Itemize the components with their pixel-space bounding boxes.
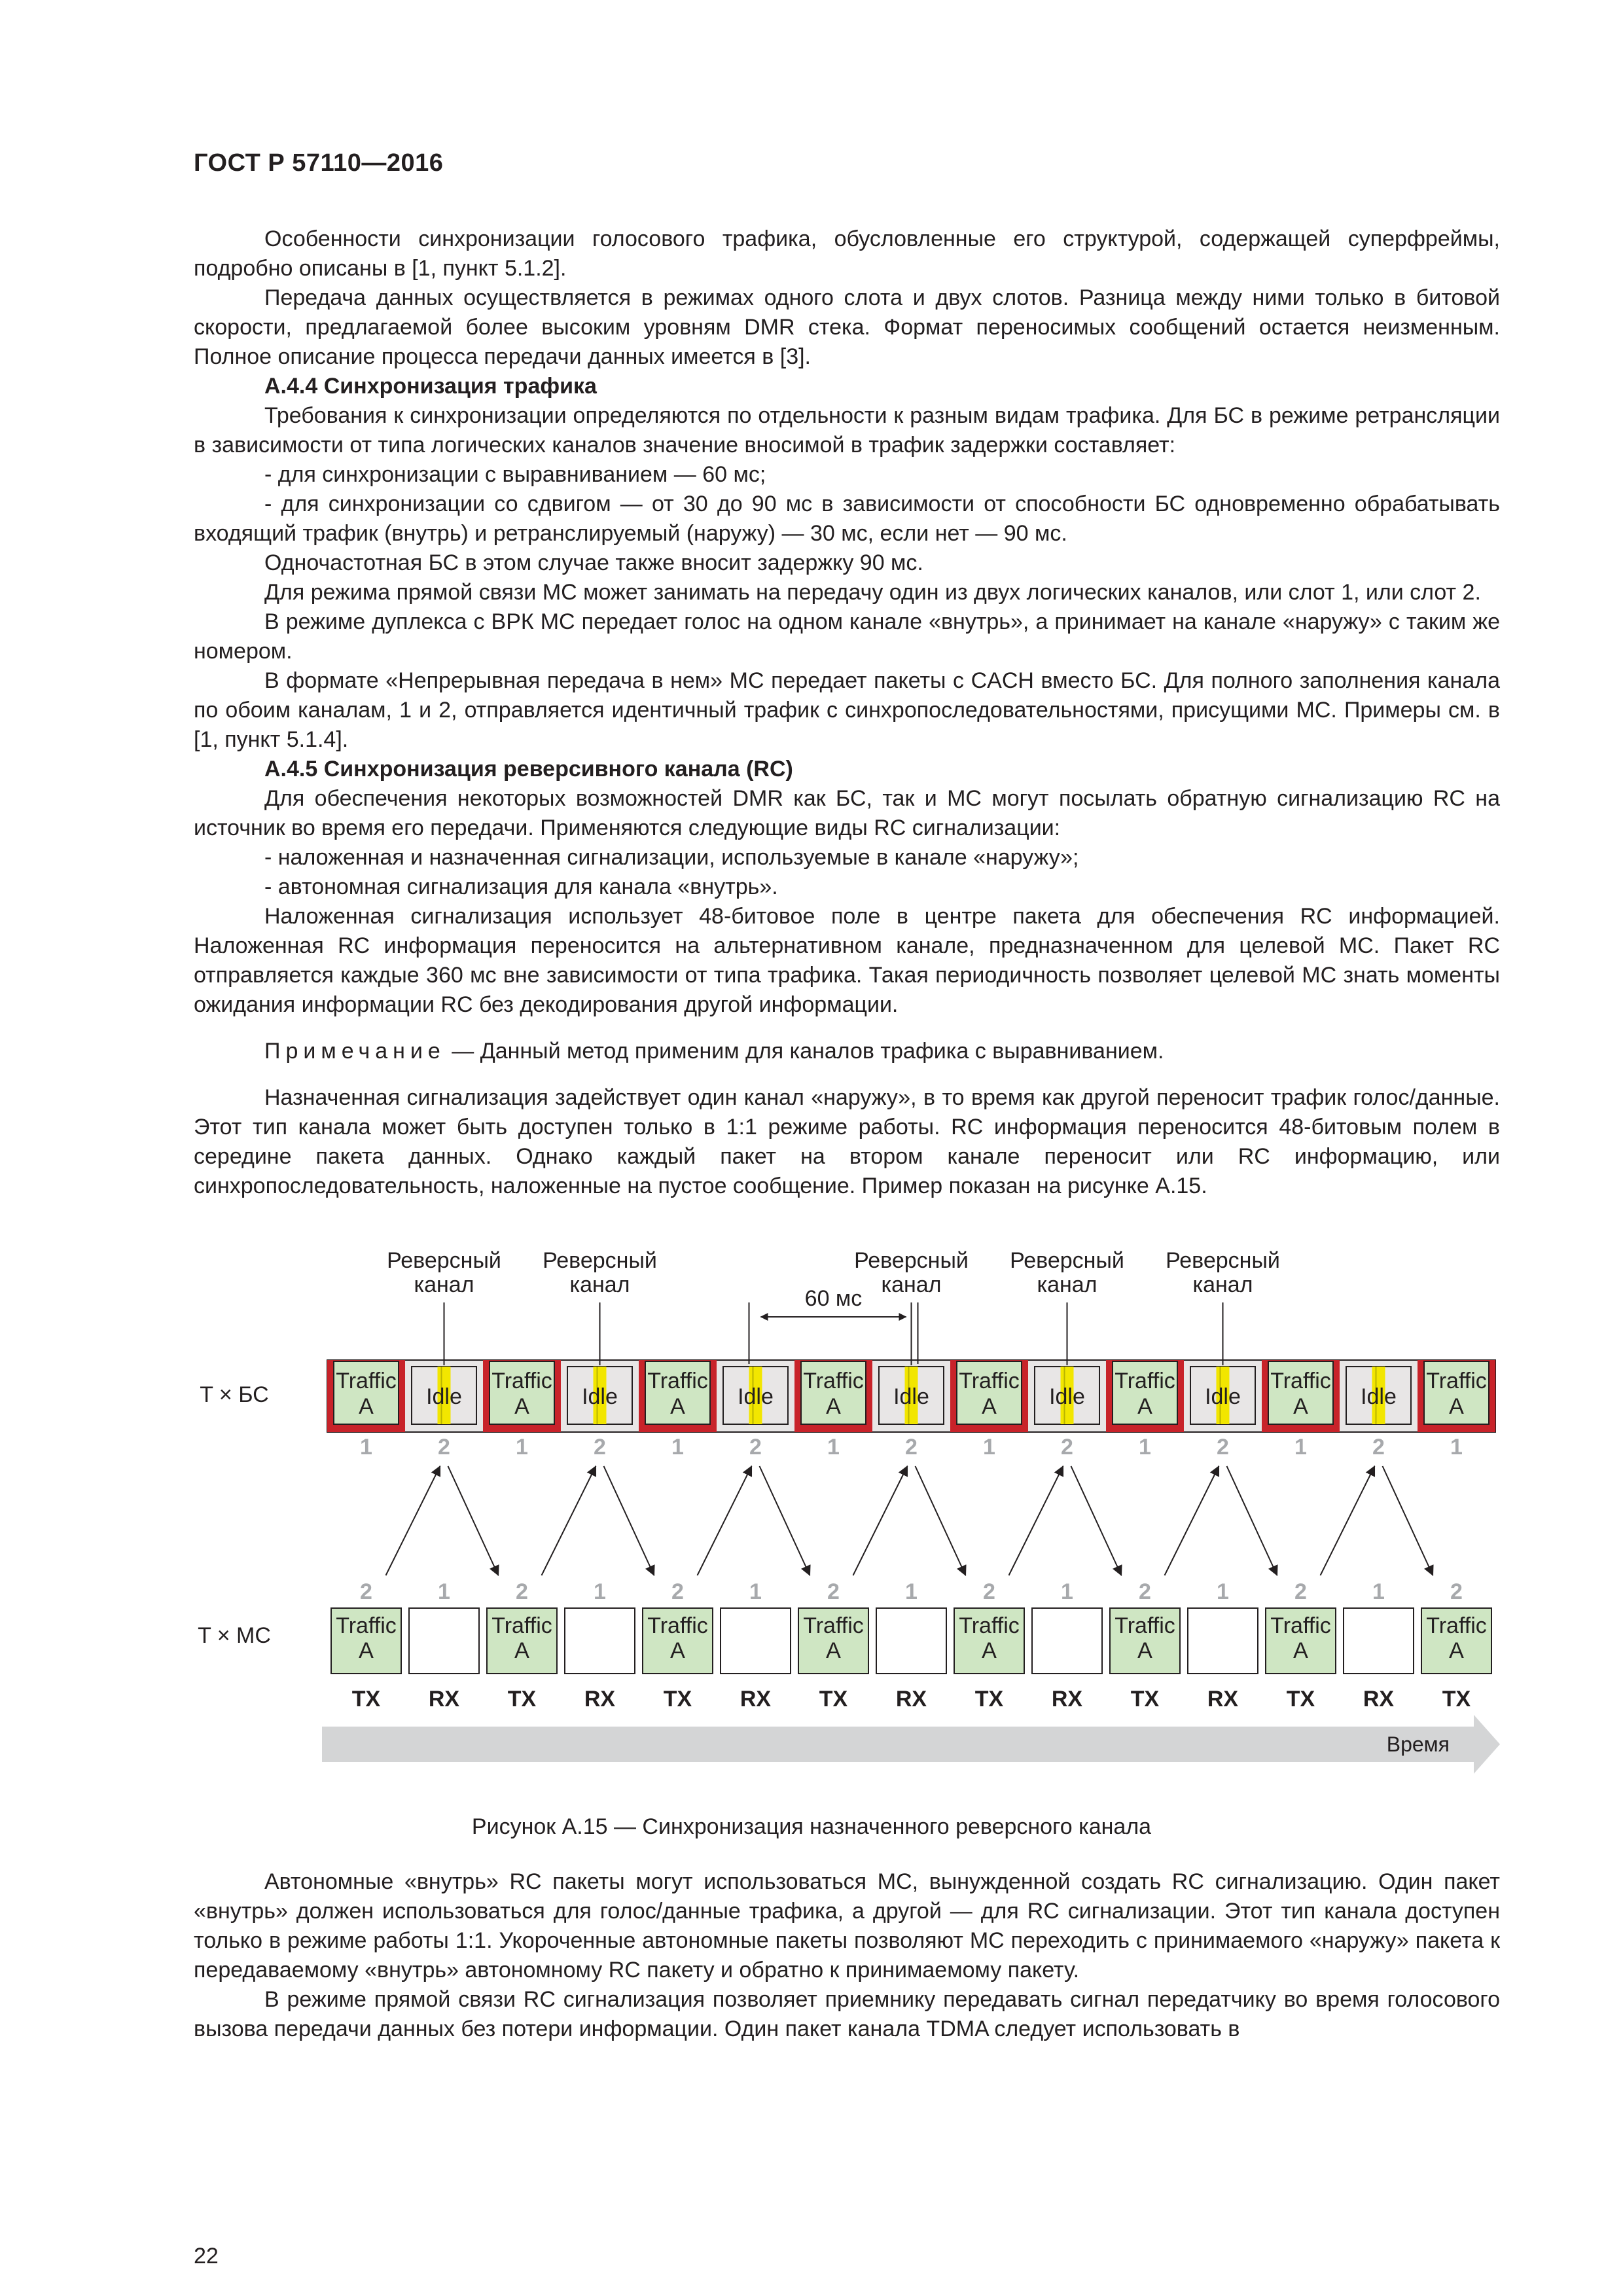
paragraph: Наложенная сигнализация использует 48-битовое поле в центре пакета для обеспечения RC информацией. Наложенная RC информация переносится на альтернативном канале, предназначенном для целевой МС. Пакет RC отправляется каждые 360 мс вне зависимости от типа трафика. Такая периодичность позволяет целевой МС знать моменты ожидания информации RC без декодирования другой информации. bbox=[194, 904, 1500, 1017]
traffic-label: Traffic bbox=[803, 1369, 864, 1393]
slot-number-ms: 1 bbox=[1217, 1579, 1229, 1604]
interval-label: 60 мс bbox=[804, 1286, 863, 1311]
rc-label: канал bbox=[1037, 1272, 1097, 1297]
rc-label: канал bbox=[414, 1272, 474, 1297]
traffic-label: A bbox=[982, 1394, 997, 1419]
traffic-label: Traffic bbox=[1426, 1613, 1487, 1638]
down-arrow bbox=[604, 1466, 654, 1575]
slot-number-bs: 2 bbox=[594, 1435, 606, 1460]
rx-label: RX bbox=[1363, 1687, 1395, 1712]
page-number: 22 bbox=[194, 2244, 219, 2269]
idle-label: Idle bbox=[738, 1384, 774, 1409]
tx-label: TX bbox=[663, 1687, 692, 1712]
down-arrow bbox=[916, 1466, 966, 1575]
traffic-label: A bbox=[1137, 1394, 1152, 1419]
idle-label: Idle bbox=[426, 1384, 462, 1409]
rx-label: RX bbox=[428, 1687, 460, 1712]
slot-number-ms: 2 bbox=[1139, 1579, 1151, 1604]
down-arrow bbox=[1383, 1466, 1433, 1575]
traffic-label: Traffic bbox=[959, 1613, 1020, 1638]
ms-receive-slot bbox=[565, 1608, 635, 1674]
down-arrow bbox=[1071, 1466, 1122, 1575]
traffic-label: A bbox=[514, 1394, 529, 1419]
traffic-label: Traffic bbox=[336, 1369, 397, 1393]
slot-number-bs: 2 bbox=[1061, 1435, 1073, 1460]
rc-label: канал bbox=[881, 1272, 942, 1297]
slot-number-ms: 2 bbox=[360, 1579, 372, 1604]
rx-label: RX bbox=[895, 1687, 927, 1712]
slot-number-bs: 1 bbox=[983, 1435, 995, 1460]
rc-label: канал bbox=[1192, 1272, 1253, 1297]
traffic-label: Traffic bbox=[1115, 1613, 1175, 1638]
rc-label: Реверсный bbox=[1010, 1248, 1124, 1273]
idle-label: Idle bbox=[1205, 1384, 1241, 1409]
rc-label: Реверсный bbox=[1166, 1248, 1280, 1273]
down-arrow bbox=[1227, 1466, 1277, 1575]
rc-label: Реверсный bbox=[854, 1248, 969, 1273]
tx-label: TX bbox=[819, 1687, 848, 1712]
tx-label: TX bbox=[507, 1687, 537, 1712]
traffic-label: A bbox=[670, 1638, 685, 1663]
down-arrow bbox=[448, 1466, 499, 1575]
slot-number-ms: 2 bbox=[516, 1579, 528, 1604]
traffic-label: A bbox=[1293, 1638, 1308, 1663]
idle-label: Idle bbox=[1361, 1384, 1397, 1409]
rc-label: Реверсный bbox=[543, 1248, 657, 1273]
ms-receive-slot bbox=[721, 1608, 791, 1674]
up-arrow bbox=[1009, 1466, 1063, 1575]
list-item: - автономная сигнализация для канала «внутрь». bbox=[264, 874, 778, 899]
rc-label: Реверсный bbox=[387, 1248, 501, 1273]
rx-label: RX bbox=[740, 1687, 772, 1712]
up-arrow bbox=[386, 1466, 440, 1575]
paragraph: Для режима прямой связи МС может занимать на передачу один из двух логических каналов, или слот 1, или слот 2. bbox=[264, 580, 1481, 605]
list-item: - для синхронизации со сдвигом — от 30 до 90 мс в зависимости от способности БС одновременно обрабатывать входящий трафик (внутрь) и ретранслируемый (наружу) — 30 мс, если нет — 90 мс. bbox=[194, 492, 1500, 546]
slot-number-ms: 1 bbox=[1372, 1579, 1385, 1604]
up-arrow bbox=[1165, 1466, 1219, 1575]
slot-number-bs: 2 bbox=[1372, 1435, 1385, 1460]
up-arrow bbox=[698, 1466, 752, 1575]
slot-number-ms: 2 bbox=[827, 1579, 840, 1604]
list-item: - для синхронизации с выравниванием — 60 мс; bbox=[264, 462, 766, 487]
paragraph: Автономные «внутрь» RC пакеты могут использоваться МС, вынужденной создать RC сигнализацию. Один пакет «внутрь» должен использоваться для голос/данные трафика, а другой — для RC сигнализации. Этот тип канала доступен только в режиме работы 1:1. Укороченные автономные пакеты позволяют МС переходить с принимаемого «наружу» пакета к передаваемому «внутрь» автономному RC пакету и обратно к принимаемому пакету. bbox=[194, 1869, 1500, 1982]
rx-label: RX bbox=[1207, 1687, 1239, 1712]
paragraph: Передача данных осуществляется в режимах одного слота и двух слотов. Разница между ними только в битовой скорости, предлагаемой более высоким уровням DMR стека. Формат переносимых сообщений остается неизменным. Полное описание процесса передачи данных имеется в [3]. bbox=[194, 285, 1500, 369]
document-header: ГОСТ Р 57110—2016 bbox=[194, 149, 444, 177]
slot-number-bs: 1 bbox=[1139, 1435, 1151, 1460]
slot-number-ms: 2 bbox=[671, 1579, 684, 1604]
traffic-label: Traffic bbox=[959, 1369, 1020, 1393]
ms-receive-slot bbox=[876, 1608, 946, 1674]
ms-receive-slot bbox=[1032, 1608, 1102, 1674]
paragraph: Одночастотная БС в этом случае также вносит задержку 90 мс. bbox=[264, 550, 923, 575]
rc-label: канал bbox=[569, 1272, 630, 1297]
slot-number-ms: 1 bbox=[438, 1579, 450, 1604]
traffic-label: A bbox=[359, 1638, 374, 1663]
traffic-label: A bbox=[670, 1394, 685, 1419]
paragraph: Назначенная сигнализация задействует один канал «наружу», в то время как другой переносит трафик голос/данные. Этот тип канала может быть доступен только в 1:1 режиме работы. RC информация переносится 48-битовым полем в середине пакета данных. Однако каждый пакет на втором канале переносит или RC информацию, или синхропоследовательность, наложенные на пустое сообщение. Пример показан на рисунке А.15. bbox=[194, 1085, 1500, 1198]
row-label-ms: T × МС bbox=[198, 1623, 271, 1648]
tx-label: TX bbox=[1286, 1687, 1315, 1712]
slot-number-bs: 2 bbox=[749, 1435, 762, 1460]
slot-number-ms: 2 bbox=[983, 1579, 995, 1604]
time-arrow bbox=[322, 1715, 1500, 1774]
slot-number-bs: 1 bbox=[1294, 1435, 1307, 1460]
slot-number-bs: 1 bbox=[671, 1435, 684, 1460]
slot-number-ms: 1 bbox=[749, 1579, 762, 1604]
down-arrow bbox=[760, 1466, 810, 1575]
figure-caption: Рисунок А.15 — Синхронизация назначенного реверсного канала bbox=[471, 1814, 1152, 1839]
section-heading: А.4.5 Синхронизация реверсивного канала (RC) bbox=[264, 757, 793, 781]
up-arrow bbox=[542, 1466, 596, 1575]
slot-number-ms: 1 bbox=[594, 1579, 606, 1604]
paragraph: Требования к синхронизации определяются по отдельности к разным видам трафика. Для БС в режиме ретрансляции в зависимости от типа логических каналов значение вносимой в трафик задержки составляет: bbox=[194, 403, 1500, 457]
ms-receive-slot bbox=[1344, 1608, 1414, 1674]
slot-number-bs: 1 bbox=[1450, 1435, 1463, 1460]
slot-number-ms: 1 bbox=[905, 1579, 918, 1604]
traffic-label: A bbox=[359, 1394, 374, 1419]
slot-number-ms: 1 bbox=[1061, 1579, 1073, 1604]
traffic-label: Traffic bbox=[1426, 1369, 1487, 1393]
note-label: Примечание bbox=[264, 1039, 446, 1064]
traffic-label: Traffic bbox=[647, 1613, 708, 1638]
traffic-label: Traffic bbox=[647, 1369, 708, 1393]
traffic-label: Traffic bbox=[336, 1613, 397, 1638]
traffic-label: Traffic bbox=[803, 1613, 864, 1638]
up-arrow bbox=[853, 1466, 908, 1575]
traffic-label: Traffic bbox=[1115, 1369, 1175, 1393]
traffic-label: Traffic bbox=[491, 1613, 552, 1638]
rx-label: RX bbox=[1051, 1687, 1083, 1712]
slot-number-bs: 2 bbox=[438, 1435, 450, 1460]
ms-receive-slot bbox=[409, 1608, 479, 1674]
slot-number-bs: 1 bbox=[360, 1435, 372, 1460]
slot-number-bs: 2 bbox=[905, 1435, 918, 1460]
slot-number-bs: 2 bbox=[1217, 1435, 1229, 1460]
paragraph: В режиме прямой связи RC сигнализация позволяет приемнику передавать сигнал передатчику во время голосового вызова передачи данных без потери информации. Один пакет канала TDMA следует использовать в bbox=[194, 1987, 1500, 2041]
paragraph: Особенности синхронизации голосового трафика, обусловленные его структурой, содержащей суперфреймы, подробно описаны в [1, пункт 5.1.2]. bbox=[194, 226, 1500, 281]
traffic-label: Traffic bbox=[1270, 1613, 1331, 1638]
note-text: — Данный метод применим для каналов трафика с выравниванием. bbox=[445, 1039, 1164, 1064]
traffic-label: A bbox=[982, 1638, 997, 1663]
up-arrow bbox=[1321, 1466, 1375, 1575]
body-text-bottom bbox=[194, 1867, 1500, 2044]
traffic-label: A bbox=[1449, 1638, 1464, 1663]
tx-label: TX bbox=[351, 1687, 381, 1712]
list-item: - наложенная и назначенная сигнализации, используемые в канале «наружу»; bbox=[264, 845, 1079, 870]
paragraph: В формате «Непрерывная передача в нем» МС передает пакеты с CACH вместо БС. Для полного заполнения канала по обоим каналам, 1 и 2, отправляется идентичный трафик с синхропоследовательностями, присущими МС. Примеры см. в [1, пункт 5.1.4]. bbox=[194, 668, 1500, 752]
traffic-label: A bbox=[826, 1638, 841, 1663]
rx-label: RX bbox=[584, 1687, 616, 1712]
idle-label: Idle bbox=[893, 1384, 929, 1409]
slot-number-ms: 2 bbox=[1450, 1579, 1463, 1604]
traffic-label: A bbox=[1137, 1638, 1152, 1663]
tx-label: TX bbox=[974, 1687, 1004, 1712]
slot-number-bs: 1 bbox=[516, 1435, 528, 1460]
idle-label: Idle bbox=[1049, 1384, 1085, 1409]
traffic-label: A bbox=[514, 1638, 529, 1663]
ms-receive-slot bbox=[1188, 1608, 1258, 1674]
row-label-bs: T × БС bbox=[200, 1382, 269, 1407]
tx-label: TX bbox=[1442, 1687, 1471, 1712]
paragraph: Для обеспечения некоторых возможностей DMR как БС, так и МС могут посылать обратную сигнализацию RC на источник во время его передачи. Применяются следующие виды RC сигнализации: bbox=[194, 786, 1500, 840]
idle-label: Idle bbox=[582, 1384, 618, 1409]
paragraph: В режиме дуплекса с ВРК МС передает голос на одном канале «внутрь», а принимает на канале «наружу» с таким же номером. bbox=[194, 609, 1500, 664]
slot-number-ms: 2 bbox=[1294, 1579, 1307, 1604]
traffic-label: Traffic bbox=[491, 1369, 552, 1393]
traffic-label: Traffic bbox=[1270, 1369, 1331, 1393]
section-heading: А.4.4 Синхронизация трафика bbox=[264, 374, 597, 399]
slot-number-bs: 1 bbox=[827, 1435, 840, 1460]
time-label: Время bbox=[1386, 1732, 1450, 1756]
tx-label: TX bbox=[1130, 1687, 1160, 1712]
traffic-label: A bbox=[1449, 1394, 1464, 1419]
traffic-label: A bbox=[826, 1394, 841, 1419]
traffic-label: A bbox=[1293, 1394, 1308, 1419]
